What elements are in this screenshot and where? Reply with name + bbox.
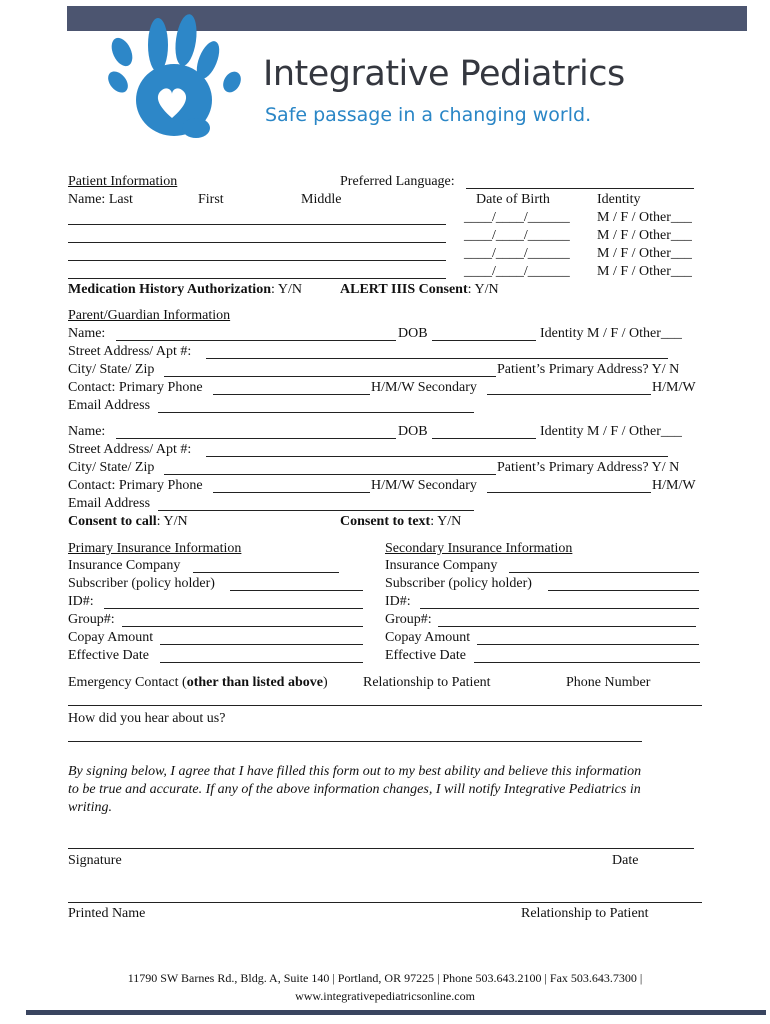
- secondary-effective-field[interactable]: [474, 662, 700, 663]
- patient-section-title: Patient Information: [68, 174, 178, 189]
- alert-iiis-consent[interactable]: [340, 282, 499, 298]
- patient-first-label: First: [198, 192, 224, 207]
- secondary-effective-label: Effective Date: [385, 648, 466, 663]
- guardian2-secondary-phone-field[interactable]: [487, 492, 651, 493]
- footer-bar: [26, 1010, 766, 1015]
- patient-identity-label: Identity: [597, 192, 641, 207]
- guardian2-primary-phone-field[interactable]: [213, 492, 370, 493]
- secondary-subscriber-field[interactable]: [548, 590, 699, 591]
- guardian1-hmw-label[interactable]: H/M/W: [652, 380, 696, 395]
- brand-name: Integrative Pediatrics: [263, 54, 625, 94]
- patient-identity-field-1[interactable]: M / F / Other___: [597, 210, 692, 225]
- emergency-contact-field[interactable]: [68, 705, 702, 706]
- patient-identity-field-3[interactable]: M / F / Other___: [597, 246, 692, 261]
- patient-name-field-4[interactable]: [68, 278, 446, 279]
- signature-label: Signature: [68, 853, 122, 868]
- printed-name-label: Printed Name: [68, 906, 146, 921]
- medication-label: Medication History Authorization: [68, 282, 271, 297]
- consent-call-label: Consent to call: [68, 514, 157, 529]
- primary-effective-field[interactable]: [160, 662, 363, 663]
- hand-logo-icon: [100, 10, 250, 150]
- guardian2-email-label: Email Address: [68, 496, 151, 511]
- consent-to-text[interactable]: [340, 514, 461, 530]
- primary-insurance-title: Primary Insurance Information: [68, 541, 242, 556]
- secondary-group-field[interactable]: [438, 626, 696, 627]
- emergency-relationship-label: Relationship to Patient: [363, 675, 491, 690]
- patient-dob-field-1[interactable]: ____/____/______: [464, 210, 570, 225]
- alert-label: ALERT IIIS Consent: [340, 282, 468, 297]
- guardian2-hmw-secondary-label[interactable]: H/M/W Secondary: [371, 478, 477, 493]
- patient-dob-field-3[interactable]: ____/____/______: [464, 246, 570, 261]
- secondary-id-field[interactable]: [420, 608, 699, 609]
- guardian1-name-label: Name:: [68, 326, 106, 341]
- patient-middle-label: Middle: [301, 192, 342, 207]
- printed-name-field[interactable]: [68, 902, 702, 903]
- guardian1-email-field[interactable]: [158, 412, 474, 413]
- primary-id-field[interactable]: [104, 608, 363, 609]
- guardian1-city-label: City/ State/ Zip: [68, 362, 155, 377]
- referral-field[interactable]: [68, 741, 642, 742]
- emergency-label-end: ): [322, 675, 328, 690]
- secondary-company-field[interactable]: [509, 572, 699, 573]
- guardian2-street-field[interactable]: [206, 456, 668, 457]
- guardian1-secondary-phone-field[interactable]: [487, 394, 651, 395]
- medication-authorization[interactable]: [68, 282, 302, 298]
- guardian1-name-field[interactable]: [116, 340, 396, 341]
- primary-company-label: Insurance Company: [68, 558, 181, 573]
- guardian2-dob-field[interactable]: [432, 438, 536, 439]
- primary-group-field[interactable]: [122, 626, 363, 627]
- guardian1-dob-field[interactable]: [432, 340, 536, 341]
- agreement-line-1: By signing below, I agree that I have filled this form out to my best ability and believe this information: [68, 764, 642, 779]
- primary-copay-label: Copay Amount: [68, 630, 154, 645]
- primary-subscriber-label: Subscriber (policy holder): [68, 576, 215, 591]
- emergency-contact-label: [68, 675, 328, 691]
- preferred-language-label: Preferred Language:: [340, 174, 455, 189]
- guardian1-primary-phone-field[interactable]: [213, 394, 370, 395]
- guardian2-hmw-label[interactable]: H/M/W: [652, 478, 696, 493]
- emergency-phone-label: Phone Number: [566, 675, 651, 690]
- guardian1-hmw-secondary-label[interactable]: H/M/W Secondary: [371, 380, 477, 395]
- guardian2-name-field[interactable]: [116, 438, 396, 439]
- secondary-copay-field[interactable]: [477, 644, 699, 645]
- agreement-line-3: writing.: [68, 800, 112, 815]
- primary-copay-field[interactable]: [160, 644, 363, 645]
- secondary-insurance-title: Secondary Insurance Information: [385, 541, 573, 556]
- guardian2-street-label: Street Address/ Apt #:: [68, 442, 192, 457]
- guardian1-identity[interactable]: Identity M / F / Other___: [540, 326, 682, 341]
- guardian1-contact-label: Contact: Primary Phone: [68, 380, 203, 395]
- patient-name-last-label: Name: Last: [68, 192, 133, 207]
- patient-name-field-3[interactable]: [68, 260, 446, 261]
- secondary-subscriber-label: Subscriber (policy holder): [385, 576, 532, 591]
- patient-dob-field-4[interactable]: ____/____/______: [464, 264, 570, 279]
- emergency-label-bold: other than listed above: [186, 675, 323, 690]
- guardian2-primary-address[interactable]: Patient’s Primary Address? Y/ N: [497, 460, 680, 475]
- footer-website[interactable]: www.integrativepediatricsonline.com: [295, 989, 475, 1003]
- primary-subscriber-field[interactable]: [230, 590, 363, 591]
- consent-text-value: : Y/N: [430, 514, 462, 529]
- guardian1-street-field[interactable]: [206, 358, 668, 359]
- guardian1-city-field[interactable]: [164, 376, 496, 377]
- guardian1-email-label: Email Address: [68, 398, 151, 413]
- guardian2-city-label: City/ State/ Zip: [68, 460, 155, 475]
- consent-text-label: Consent to text: [340, 514, 431, 529]
- guardian2-city-field[interactable]: [164, 474, 496, 475]
- medication-value: : Y/N: [271, 282, 302, 297]
- secondary-id-label: ID#:: [385, 594, 411, 609]
- alert-value: : Y/N: [467, 282, 499, 297]
- guardian2-identity[interactable]: Identity M / F / Other___: [540, 424, 682, 439]
- guardian-section-title: Parent/Guardian Information: [68, 308, 231, 323]
- patient-identity-field-2[interactable]: M / F / Other___: [597, 228, 692, 243]
- patient-name-field-2[interactable]: [68, 242, 446, 243]
- guardian2-contact-label: Contact: Primary Phone: [68, 478, 203, 493]
- referral-question: How did you hear about us?: [68, 711, 226, 726]
- secondary-copay-label: Copay Amount: [385, 630, 471, 645]
- guardian1-dob-label: DOB: [398, 326, 428, 341]
- patient-dob-label: Date of Birth: [476, 192, 550, 207]
- consent-to-call[interactable]: [68, 514, 188, 530]
- guardian2-name-label: Name:: [68, 424, 106, 439]
- brand-tagline: Safe passage in a changing world.: [265, 104, 592, 126]
- preferred-language-field[interactable]: [466, 188, 694, 189]
- patient-dob-field-2[interactable]: ____/____/______: [464, 228, 570, 243]
- guardian2-email-field[interactable]: [158, 510, 474, 511]
- secondary-company-label: Insurance Company: [385, 558, 498, 573]
- guardian1-primary-address[interactable]: Patient’s Primary Address? Y/ N: [497, 362, 680, 377]
- signature-field[interactable]: [68, 848, 694, 849]
- consent-call-value: : Y/N: [156, 514, 188, 529]
- patient-name-field-1[interactable]: [68, 224, 446, 225]
- patient-identity-field-4[interactable]: M / F / Other___: [597, 264, 692, 279]
- footer-address: 11790 SW Barnes Rd., Bldg. A, Suite 140 | Portland, OR 97225 | Phone 503.643.2100 | Fax 503.643.7300 |: [127, 971, 643, 985]
- emergency-label-start: Emergency Contact (: [68, 675, 187, 690]
- guardian1-street-label: Street Address/ Apt #:: [68, 344, 192, 359]
- primary-effective-label: Effective Date: [68, 648, 149, 663]
- guardian2-dob-label: DOB: [398, 424, 428, 439]
- primary-id-label: ID#:: [68, 594, 94, 609]
- primary-group-label: Group#:: [68, 612, 115, 627]
- primary-company-field[interactable]: [193, 572, 339, 573]
- agreement-line-2: to be true and accurate. If any of the above information changes, I will notify Integrative Pediatrics in: [68, 782, 641, 797]
- printed-relationship-label: Relationship to Patient: [521, 906, 649, 921]
- secondary-group-label: Group#:: [385, 612, 432, 627]
- signature-date-label: Date: [612, 853, 639, 868]
